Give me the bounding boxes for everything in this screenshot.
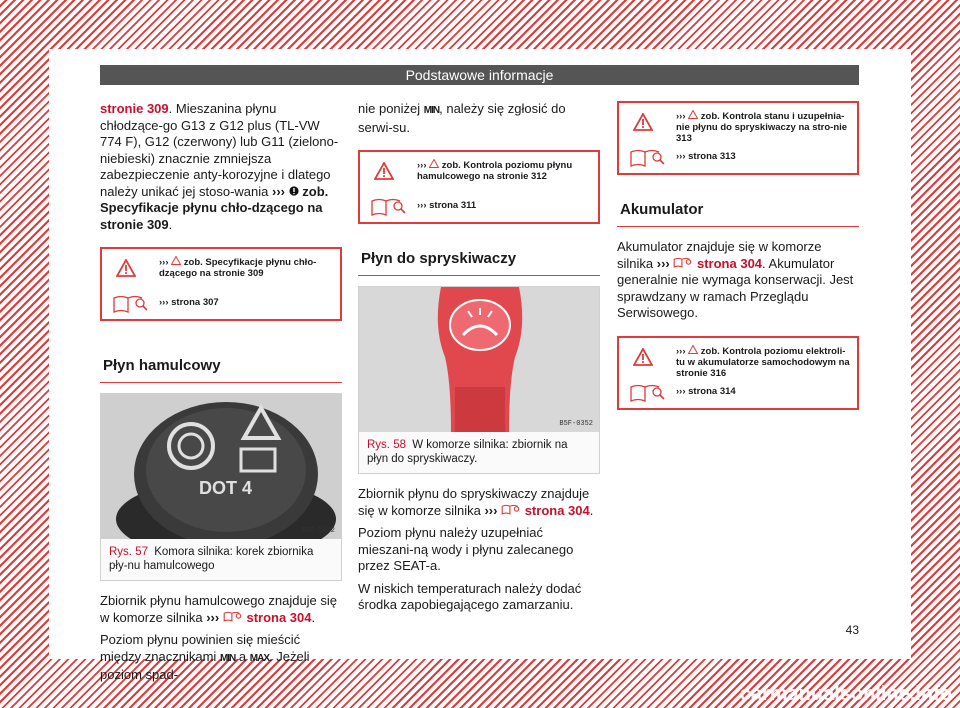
brake-cap-photo — [101, 394, 341, 539]
figure-washer-reservoir — [358, 286, 600, 474]
small-warning-icon — [171, 257, 181, 268]
figure-code: B5F-0352 — [559, 420, 593, 428]
max-symbol: MAX — [249, 652, 270, 664]
warning-box: ››› zob. Kontrola poziomu elektroli-tu w akumulatorze samochodowym na stronie 316 ››› strona 314 — [617, 336, 859, 410]
figure-code: B5F-0432 — [301, 527, 335, 535]
warning-box: ››› zob. Kontrola poziomu płynu hamulcowego na stronie 312 ››› strona 311 — [358, 150, 600, 224]
intro-bold-ref[interactable]: zob. Specyfikacje płynu chło-dzącego na stronie 309 — [100, 183, 329, 232]
warning-ref-link[interactable]: zob. Kontrola stanu i uzupełnia-nie płynu do spryskiwaczy na stro-nie 313 — [676, 111, 848, 144]
ref-link-304[interactable]: strona 304 — [524, 502, 590, 518]
section-title-brake-fluid: Płyn hamulcowy — [100, 357, 342, 383]
watermark: carmanualsonline.info — [739, 683, 952, 705]
figure-caption: W komorze silnika: zbiornik na płyn do spryskiwaczy. — [367, 439, 568, 465]
figure-caption: Komora silnika: korek zbiornika pły-nu hamulcowego — [109, 546, 314, 572]
column-1 — [100, 101, 342, 690]
book-wrench-icon — [112, 294, 148, 319]
info-icon — [289, 184, 299, 199]
book-ref-link[interactable]: strona 314 — [688, 385, 736, 397]
figure-number: Rys. 58 — [367, 439, 406, 451]
paragraph-washer-winter: W niskich temperaturach należy dodać środka zapobiegającego zamarzaniu. — [358, 580, 582, 612]
book-wrench-icon — [673, 256, 693, 271]
book-wrench-icon — [223, 610, 243, 625]
small-warning-icon — [429, 160, 439, 171]
small-warning-icon — [688, 346, 698, 357]
manual-page — [49, 49, 911, 682]
min-symbol: MIN — [219, 652, 236, 664]
warning-icon — [116, 259, 136, 282]
book-ref-link[interactable]: strona 311 — [429, 200, 477, 211]
small-warning-icon — [688, 111, 698, 122]
book-ref-link[interactable]: strona 313 — [688, 151, 736, 162]
warning-ref-link[interactable]: zob. Specyfikacje płynu chło-dzącego na stronie 309 — [159, 257, 317, 279]
intro-paragraph: stronie 309. Mieszanina płynu chłodzące-go G13 z G12 plus (TL-VW 774 F), G12 (czerwony) lub G11 (zielono-niebieski) znacznie zmniejsza zabezpieczenie anty-korozyjne i dlatego należy unikać jej stoso-wania ››› zob. Specyfikacje płynu chło-dzącego na stronie 309. — [100, 101, 339, 232]
book-wrench-icon — [629, 383, 665, 408]
warning-icon — [374, 162, 394, 185]
page-number: 43 — [845, 623, 859, 637]
book-wrench-icon — [501, 503, 521, 518]
book-ref-link[interactable]: strona 307 — [171, 297, 219, 308]
figure-number: Rys. 57 — [109, 546, 148, 558]
warning-ref-link[interactable]: zob. Kontrola poziomu płynu hamulcowego na stronie 312 — [417, 160, 573, 182]
figure-brake-cap — [100, 393, 342, 581]
svg-text:DOT 4: DOT 4 — [199, 478, 253, 498]
warning-icon — [633, 113, 653, 136]
column-2 — [358, 101, 600, 620]
section-title-washer-fluid: Płyn do spryskiwaczy — [358, 250, 600, 276]
column-3 — [617, 101, 859, 410]
paragraph-washer-location: Zbiornik płynu do spryskiwaczy znajduje się w komorze silnika ››› strona 304. — [358, 486, 594, 518]
paragraph-battery: Akumulator znajduje się w komorze silnika ››› strona 304. Akumulator generalnie nie wymaga konserwacji. Jest sprawdzany w ramach Przeglądu Serwisowego. — [617, 239, 854, 320]
paragraph-continued: nie poniżej MIN, należy się zgłosić do serwi-su. — [358, 101, 566, 135]
paragraph-brake-location: Zbiornik płynu hamulcowego znajduje się w komorze silnika ››› strona 304. — [100, 593, 338, 625]
intro-ref-link[interactable]: stronie 309 — [100, 101, 169, 116]
min-symbol: MIN — [423, 105, 440, 116]
paragraph-brake-level: Poziom płynu powinien się mieścić między znacznikami MIN a MAX. Jeżeli poziom spad- — [100, 632, 310, 682]
page-header: Podstawowe informacje — [100, 65, 859, 85]
ref-link-304[interactable]: strona 304 — [697, 255, 763, 271]
washer-cap-photo — [359, 287, 599, 432]
warning-box: ››› zob. Specyfikacje płynu chło-dzącego na stronie 309 ››› strona 307 — [100, 247, 342, 321]
ref-link-304[interactable]: strona 304 — [246, 609, 312, 625]
book-wrench-icon — [370, 197, 406, 222]
paragraph-washer-mix: Poziom płynu należy uzupełniać mieszani-ną wody i płynu zalecanego przez SEAT-a. — [358, 525, 574, 573]
warning-ref-link[interactable]: zob. Kontrola poziomu elektroli-tu w akumulatorze samochodowym na stronie 316 — [676, 345, 850, 379]
warning-box: ››› zob. Kontrola stanu i uzupełnia-nie płynu do spryskiwaczy na stro-nie 313 ››› strona 313 — [617, 101, 859, 175]
section-title-battery: Akumulator — [617, 201, 859, 227]
warning-icon — [633, 348, 653, 371]
book-wrench-icon — [629, 148, 665, 173]
